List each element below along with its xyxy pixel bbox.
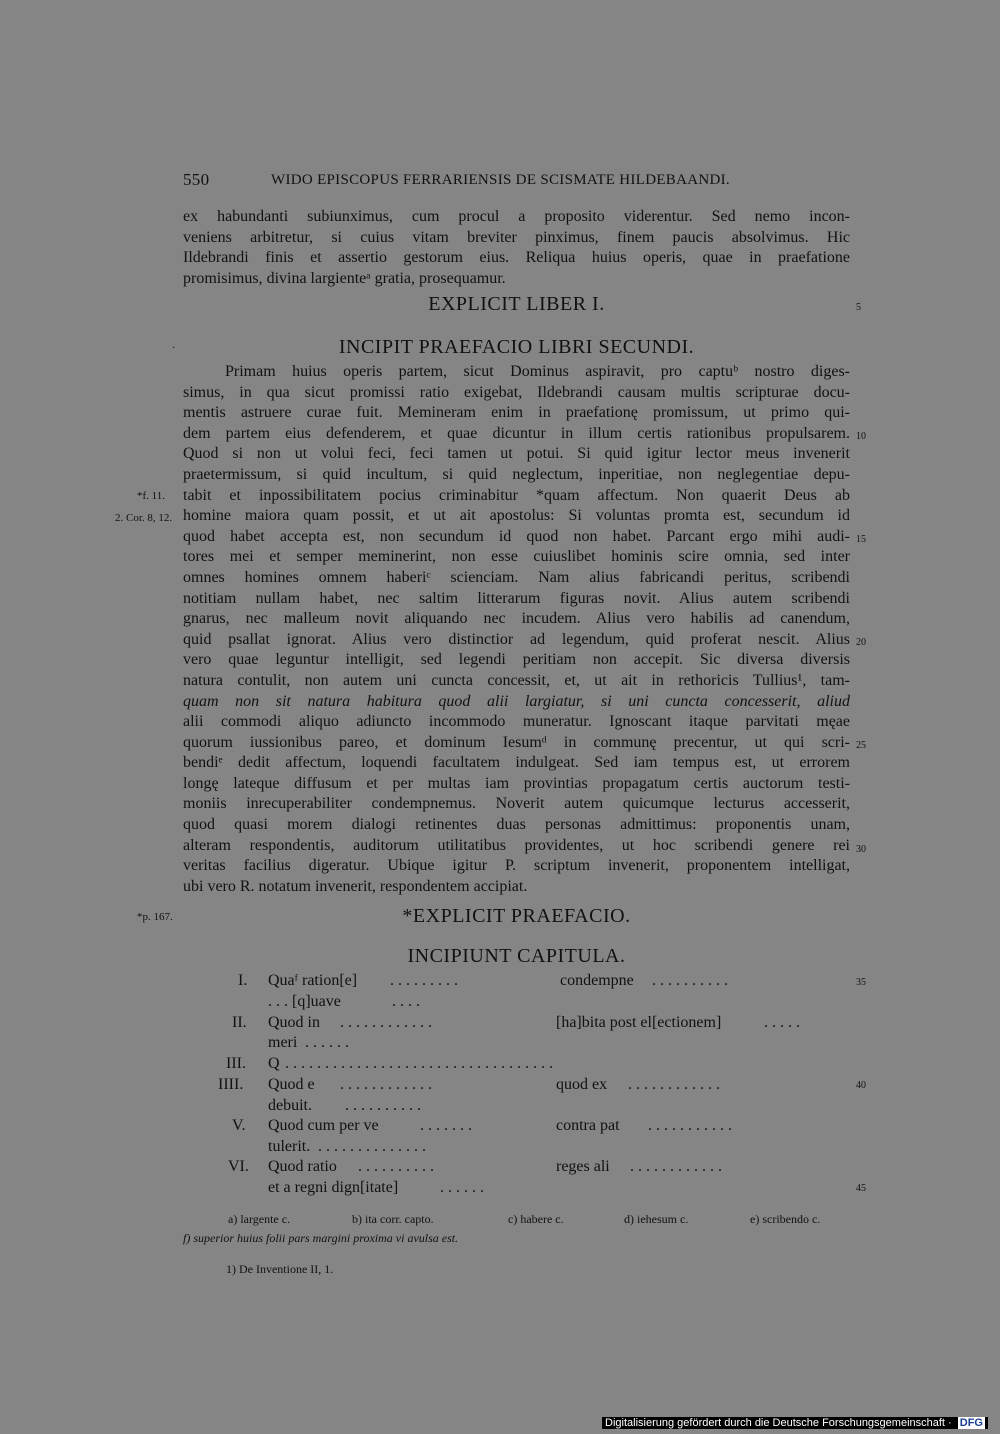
capitulum-text: contra pat xyxy=(556,1117,620,1134)
margin-note: *p. 167. xyxy=(137,911,173,923)
margin-note: 2. Cor. 8, 12. xyxy=(115,512,173,524)
line-number: 45 xyxy=(856,1183,866,1194)
capitulum-number: I. xyxy=(238,972,248,989)
line-number: 20 xyxy=(856,637,866,648)
line-number: 15 xyxy=(856,534,866,545)
leader-dots: . . . . . . . . . . . xyxy=(648,1117,732,1134)
text-line: tabit et inpossibilitatem pocius criminabitur *quam affectum. Non quaerit Deus ab xyxy=(183,486,850,504)
capitulum-text: reges ali xyxy=(556,1158,610,1175)
capitulum-number: IIII. xyxy=(218,1076,244,1093)
text-line: natura contulit, non autem uni cuncta concessit, et, ut ait in rethoricis Tullius¹, tam- xyxy=(183,671,850,689)
text-block-1 xyxy=(183,207,850,289)
footnote: e) scribendo c. xyxy=(750,1212,821,1226)
running-title: WIDO EPISCOPUS FERRARIENSIS DE SCISMATE HILDEBAANDI. xyxy=(271,172,730,188)
text-line: veritas facilius digeratur. Ubique igitur P. scriptum invenerit, proponentem intelligat, xyxy=(183,857,850,875)
text-line: mentis astruere curae fuit. Memineram enim in praefationę promissum, ut primo qui- xyxy=(183,404,850,422)
text-line: Quod si non ut volui feci, feci tamen ut potui. Si quid igitur lector meus invenerit xyxy=(183,445,850,463)
text-line: ex habundanti subiunximus, cum procul a proposito viderentur. Sed nemo incon- xyxy=(183,208,850,225)
footer-text: Digitalisierung gefördert durch die Deutsche Forschungsgemeinschaft · xyxy=(605,1417,952,1429)
capitulum-text: Quod e xyxy=(268,1076,315,1093)
text-line: Ildebrandi finis et assertio gestorum eius. Reliqua huius operis, quae in praefatione xyxy=(183,249,850,267)
leader-dots: . . . . . . . . . . . . xyxy=(340,1014,432,1031)
leader-dots: . . . . . . . . . . xyxy=(652,972,728,989)
line-number: 40 xyxy=(856,1080,866,1091)
text-line: omnes homines omnem haberiᶜ scienciam. Nam alius fabricandi peritus, scribendi xyxy=(183,568,850,586)
capitulum-text: meri xyxy=(268,1034,298,1051)
text-line: longę lateque diffusum et per multas iam provintias propagatum certis auctorum testi- xyxy=(183,774,850,792)
text-line: quam non sit natura habitura quod alii largiatur, si uni cuncta concesserit, aliud xyxy=(183,692,850,710)
text-line: veniens arbitretur, si cuius vitam breviter pinximus, finem paucis absolvimus. Hic xyxy=(183,228,850,246)
capitulum-text: tulerit. xyxy=(268,1138,311,1155)
footnote: a) largente c. xyxy=(228,1212,291,1226)
praefacio-text xyxy=(183,362,850,897)
capitulum-number: V. xyxy=(232,1117,246,1134)
text-line: alteram respondentis, auditorum utilitatibus providentes, ut hoc scribendi genere rei xyxy=(183,836,850,854)
capitulum-text: quod ex xyxy=(556,1076,608,1093)
text-line: quid psallat ignorat. Alius vero distinctior ad legendum, quid proferat nescit. Alius xyxy=(183,630,850,648)
capitulum-text: condempne xyxy=(560,972,634,989)
leader-dots: . . . . . . . . . xyxy=(390,972,458,989)
leader-dots: . . . . . . . . . . xyxy=(358,1158,434,1175)
leader-dots: . . . . . . . . . . . . xyxy=(340,1076,432,1093)
line-number: 10 xyxy=(856,431,866,442)
text-line: praetermissum, si quid incultum, si quid neglectum, inperitiae, non neglegentiae depu- xyxy=(183,465,850,483)
capitulum-number: VI. xyxy=(228,1158,249,1175)
text-line: gnarus, nec malleum novit aliquando nec incudem. Alius vero habilis ad canendum, xyxy=(183,610,850,628)
text-line: Primam huius operis partem, sicut Dominus aspiravit, pro captuᵇ nostro diges- xyxy=(225,363,850,380)
footnote: f) superior huius folii pars margini proxima vi avulsa est. xyxy=(183,1231,459,1245)
leader-dots: . . . . . . . . . . . . xyxy=(630,1158,722,1175)
capitulum-text: et a regni dign[itate] xyxy=(268,1179,399,1196)
capitulum-text: Quaᶠ ration[e] xyxy=(268,972,358,989)
margin-note: *f. 11. xyxy=(137,490,166,502)
dfg-logo: DFG xyxy=(959,1417,983,1429)
text-line: moniis inrecuperabiliter condempnemus. Noverit autem quicumque lecturus accesserit, xyxy=(183,795,850,813)
explicit-liber-heading: EXPLICIT LIBER I. xyxy=(428,293,605,315)
footnote: c) habere c. xyxy=(508,1212,564,1226)
leader-dots: . . . . xyxy=(392,993,420,1010)
text-line: quod habet accepta est, non secundum id quod non habet. Parcant ergo mihi audi- xyxy=(183,527,850,545)
line-number: 30 xyxy=(856,844,866,855)
text-line: homine maiora quam possit, et ut ait apostolus: Si voluntas promta est, secundum id xyxy=(183,507,850,525)
capitulum-number: II. xyxy=(232,1014,247,1031)
capitulum-text: debuit. xyxy=(268,1097,312,1114)
footnote: d) iehesum c. xyxy=(624,1212,689,1226)
stray-mark: · xyxy=(172,343,176,354)
capitulum-text: Quod ratio xyxy=(268,1158,337,1175)
capitulum-text: Quod cum per ve xyxy=(268,1117,379,1134)
leader-dots: . . . . . xyxy=(764,1014,800,1031)
incipit-praefacio-heading: INCIPIT PRAEFACIO LIBRI SECUNDI. xyxy=(338,336,695,358)
line-number: 35 xyxy=(856,977,866,988)
text-line: vero quae leguntur intelligit, sed legendi peritiam non accepit. Sic diversa diversis xyxy=(183,651,850,669)
capitulum-text: Q xyxy=(268,1055,280,1072)
text-line: tores mei et semper meminerint, non esse cuiuslibet hominis scire omnia, sed inter xyxy=(183,548,850,566)
text-line: dem partem eius defenderem, et quae dicuntur in illum certis rationibus propulsarem. xyxy=(183,424,850,442)
text-line: quorum iussionibus pareo, et dominum Iesumᵈ in communę precentur, ut qui scri- xyxy=(183,733,850,751)
incipiunt-capitula-heading: INCIPIUNT CAPITULA. xyxy=(407,945,626,967)
leader-dots: . . . . . . . . . . . . . . xyxy=(318,1138,426,1155)
text-line: bendiᵉ dedit affectum, loquendi facultatem indulgeat. Sed iam tempus est, ut errorem xyxy=(183,754,850,772)
leader-dots: . . . . . . xyxy=(305,1034,349,1051)
leader-dots: . . . . . . . . . . . . . . . . . . . . . . . . . . . . . . . . . . xyxy=(285,1055,553,1072)
text-line: quod quasi morem dialogi retinentes duas personas admittimus: proponentis unam, xyxy=(183,816,850,834)
text-line: ubi vero R. notatum invenerit, respondentem accipiat. xyxy=(183,877,528,895)
capitulum-text: . . . [q]uave xyxy=(268,993,341,1010)
capitulum-text: [ha]bita post el[ectionem] xyxy=(556,1014,722,1031)
text-line: simus, in qua sicut promissi ratio exigebat, Ildebrandi causam multis scripturae docu- xyxy=(183,383,850,401)
page-number: 550 xyxy=(183,170,210,189)
capitulum-text: Quod in xyxy=(268,1014,320,1031)
footnote: 1) De Inventione II, 1. xyxy=(226,1262,334,1276)
text-line: alii commodi aliquo adiuncto incommodo muneratur. Ignoscant itaque parvitati męae xyxy=(183,713,850,731)
line-number: 5 xyxy=(856,302,861,313)
footnote: b) ita corr. capto. xyxy=(352,1212,434,1226)
line-number: 25 xyxy=(856,740,866,751)
text-line: promisimus, divina largienteᵃ gratia, prosequamur. xyxy=(183,269,506,287)
explicit-praefacio-heading: *EXPLICIT PRAEFACIO. xyxy=(402,905,631,927)
leader-dots: . . . . . . . xyxy=(420,1117,472,1134)
leader-dots: . . . . . . . . . . xyxy=(345,1097,421,1114)
capitulum-number: III. xyxy=(226,1055,246,1072)
dfg-footer xyxy=(602,1417,988,1429)
leader-dots: . . . . . . xyxy=(440,1179,484,1196)
leader-dots: . . . . . . . . . . . . xyxy=(628,1076,720,1093)
text-line: notitiam nullam habet, nec saltim litterarum figuras novit. Alius autem scribendi xyxy=(183,589,850,607)
